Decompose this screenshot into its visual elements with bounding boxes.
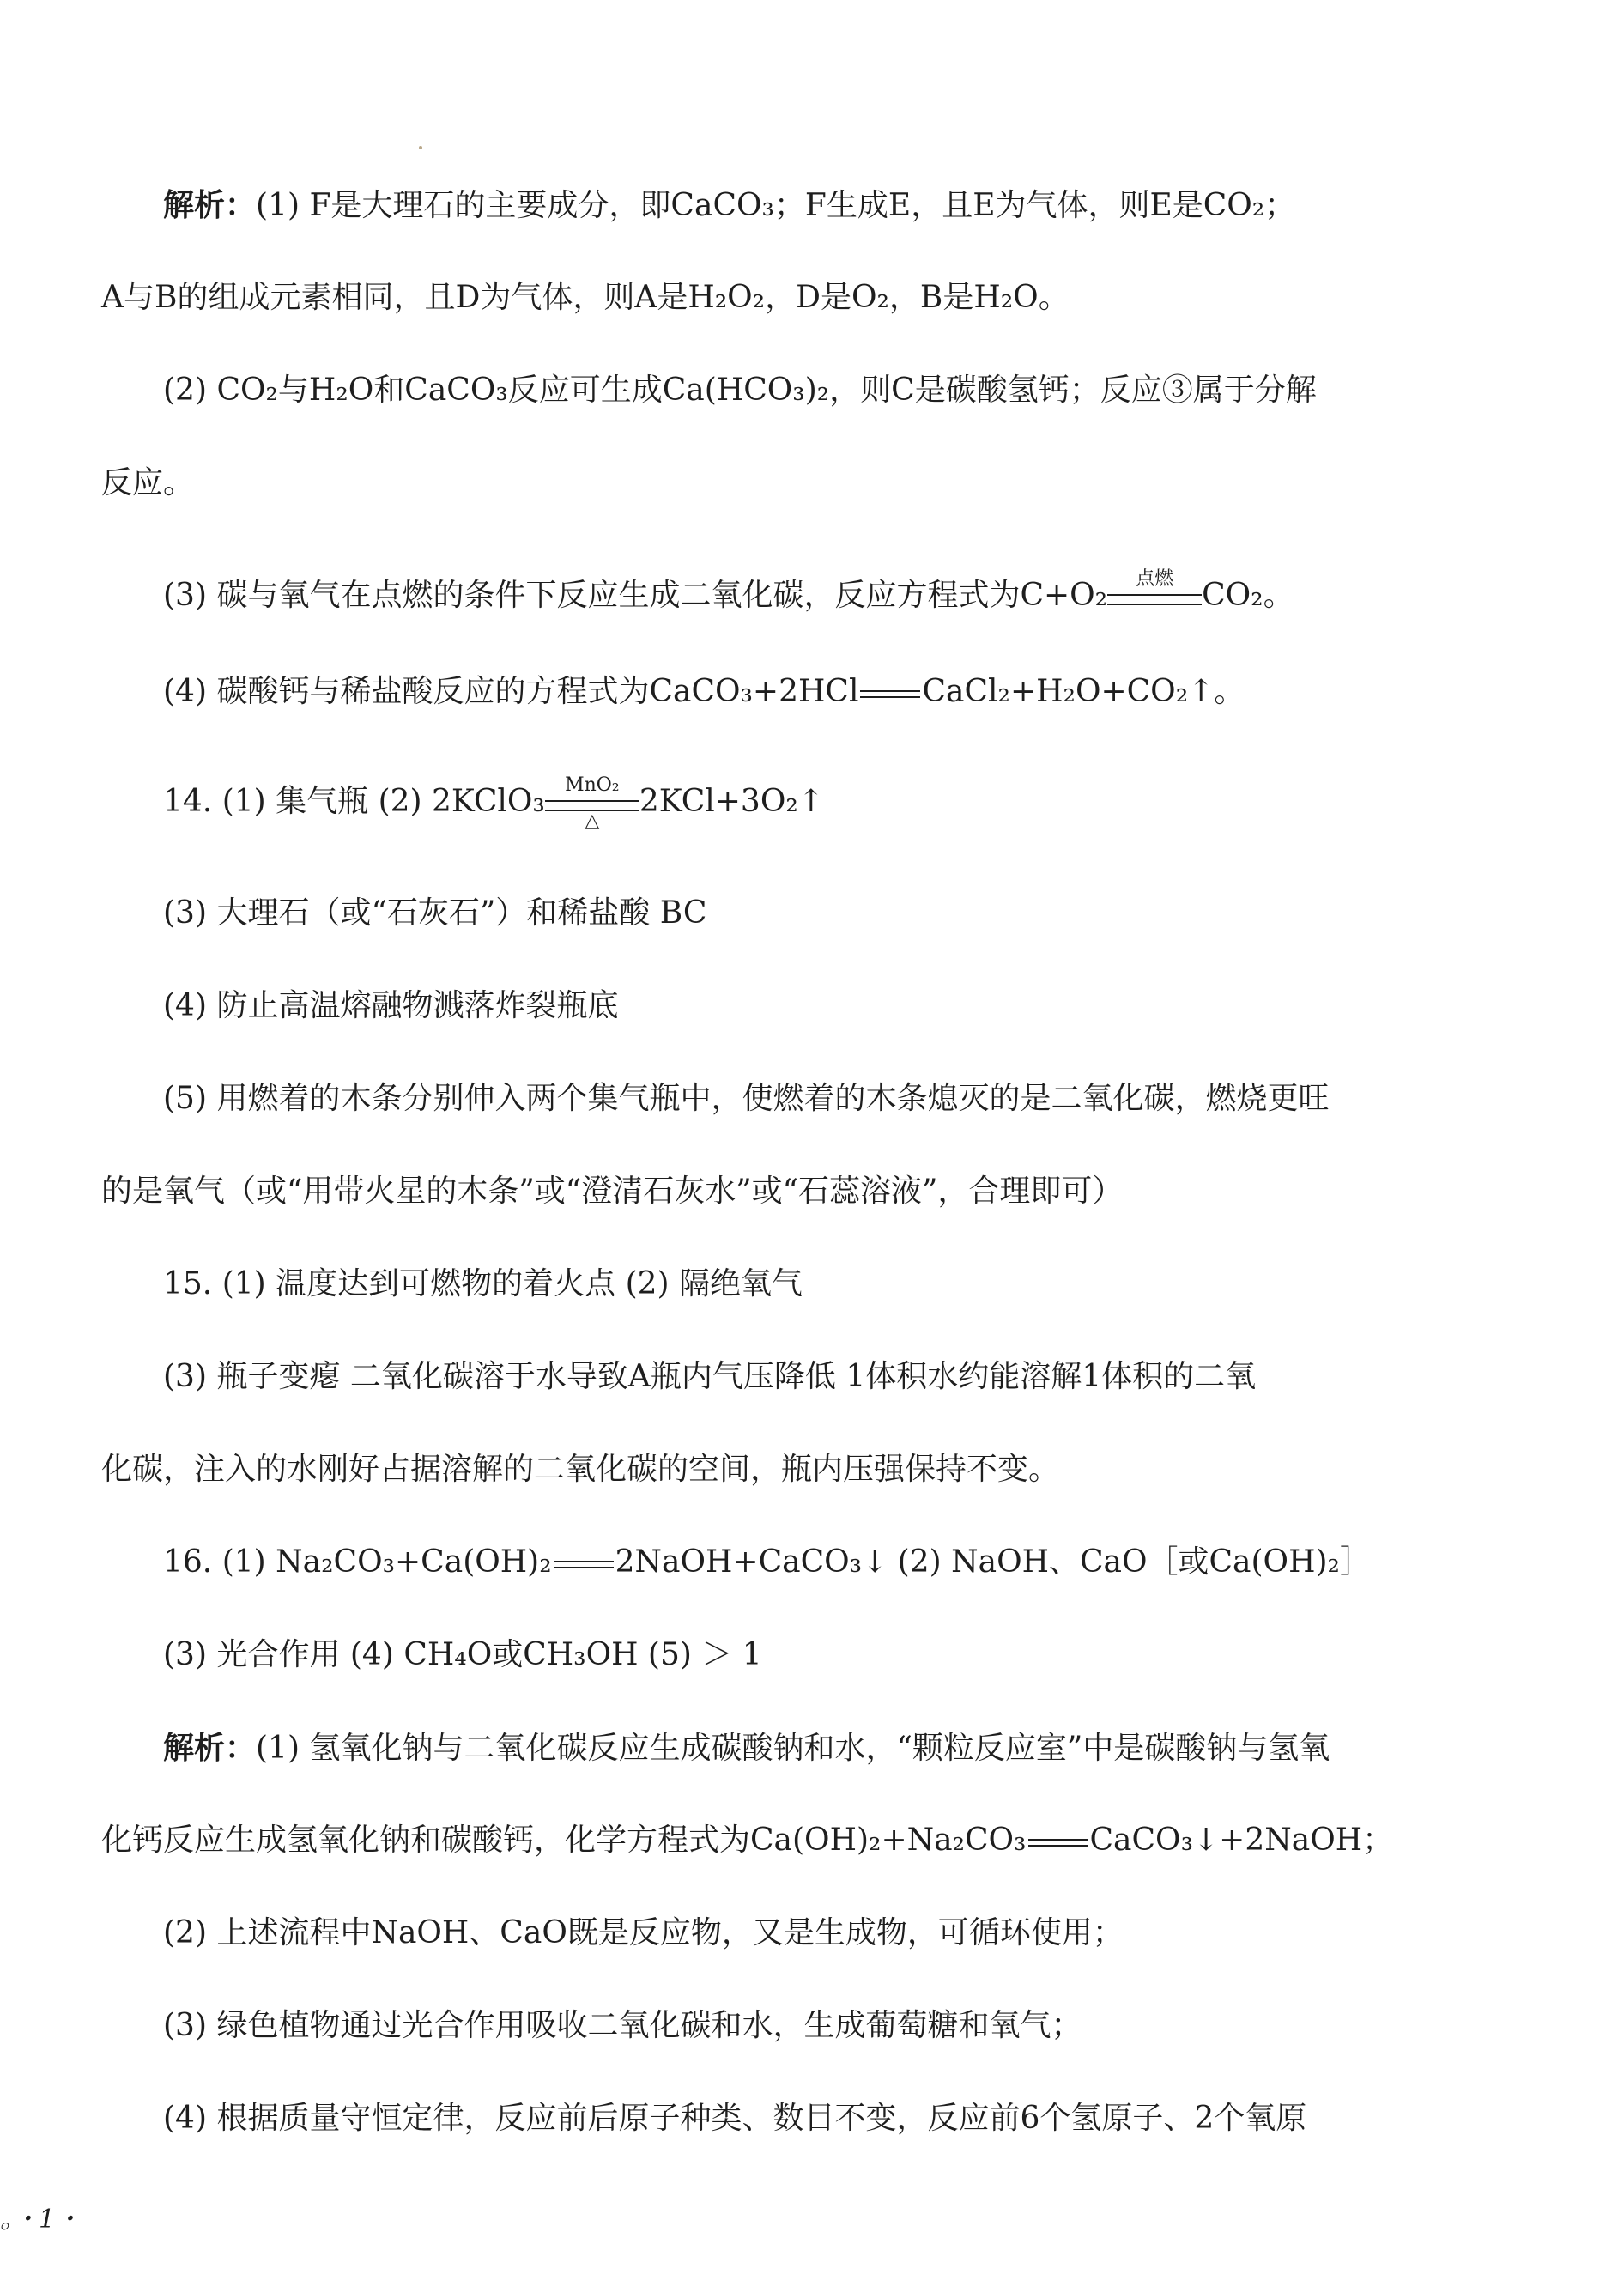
double-bar — [1107, 594, 1202, 605]
q15-line-2: (3) 瓶子变瘪 二氧化碳溶于水导致A瓶内气压降低 1体积水约能溶解1体积的二氧 — [163, 1359, 1257, 1394]
text-run: CaCl₂+H₂O+CO₂↑。 — [922, 674, 1245, 709]
analysis-label: 解析： — [163, 187, 257, 223]
q15-line-1: 15. (1) 温度达到可燃物的着火点 (2) 隔绝氧气 — [163, 1266, 803, 1301]
reaction-condition-arrow — [1107, 568, 1202, 618]
q16-line-1 — [163, 1542, 1371, 1583]
equals-sign — [860, 685, 920, 702]
equals-sign — [554, 1556, 614, 1573]
equation-line-3 — [163, 568, 1294, 618]
text-run: CaCO₃↓+2NaOH； — [1089, 1823, 1394, 1858]
analysis-16-line-4: (3) 绿色植物通过光合作用吸收二氧化碳和水，生成葡萄糖和氧气； — [163, 2008, 1082, 2043]
text-run: (4) 碳酸钙与稀盐酸反应的方程式为CaCO₃+2HCl — [163, 674, 859, 709]
analysis-label: 解析： — [163, 1730, 257, 1766]
page-number: 。・1・ — [0, 2205, 82, 2235]
analysis-line-2: A与B的组成元素相同，且D为气体，则A是H₂O₂，D是O₂，B是H₂O。 — [101, 280, 1070, 315]
q14-line-3: (4) 防止高温熔融物溅落炸裂瓶底 — [163, 988, 619, 1023]
analysis-16-line-5: (4) 根据质量守恒定律，反应前后原子种类、数目不变，反应前6个氢原子、2个氧原 — [163, 2101, 1307, 2136]
text-run: 16. (1) Na₂CO₃+Ca(OH)₂ — [163, 1544, 552, 1580]
text-run: 2KCl+3O₂↑ — [639, 784, 824, 819]
text-run: 2NaOH+CaCO₃↓ (2) NaOH、CaO［或Ca(OH)₂］ — [615, 1544, 1371, 1580]
catalyst-label: MnO₂ — [565, 774, 620, 796]
q14-line-4: (5) 用燃着的木条分别伸入两个集气瓶中，使燃着的木条熄灭的是二氧化碳，燃烧更旺 — [163, 1081, 1330, 1116]
analysis-line-4: 反应。 — [101, 465, 195, 500]
reaction-condition-arrow — [545, 774, 639, 832]
q14-line-5: 的是氧气（或“用带火星的木条”或“澄清石灰水”或“石蕊溶液”，合理即可） — [101, 1174, 1124, 1209]
q16-line-2: (3) 光合作用 (4) CH₄O或CH₃OH (5) ＞ 1 — [163, 1637, 762, 1672]
equation-line-4 — [163, 671, 1245, 713]
q15-line-3: 化碳，注入的水刚好占据溶解的二氧化碳的空间，瓶内压强保持不变。 — [101, 1452, 1060, 1487]
scan-speck — [419, 146, 422, 149]
text-run: (3) 碳与氧气在点燃的条件下反应生成二氧化碳，反应方程式为C+O₂ — [163, 578, 1108, 613]
text-run: CO₂。 — [1202, 578, 1294, 613]
text-run: (1) F是大理石的主要成分，即CaCO₃；F生成E，且E为气体，则E是CO₂； — [256, 188, 1296, 223]
equals-sign — [1028, 1834, 1088, 1851]
text-run: 14. (1) 集气瓶 (2) 2KClO₃ — [163, 784, 545, 819]
heat-symbol: △ — [585, 810, 600, 832]
analysis-16-line-1 — [163, 1727, 1330, 1769]
analysis-16-line-2 — [101, 1820, 1393, 1861]
q14-line-2: (3) 大理石（或“石灰石”）和稀盐酸 BC — [163, 895, 707, 931]
text-run: (1) 氢氧化钠与二氧化碳反应生成碳酸钠和水，“颗粒反应室”中是碳酸钠与氢氧 — [256, 1731, 1330, 1766]
analysis-line-1 — [163, 185, 1295, 227]
condition-label: 点燃 — [1136, 568, 1174, 590]
text-run: 化钙反应生成氢氧化钠和碳酸钙，化学方程式为Ca(OH)₂+Na₂CO₃ — [101, 1823, 1027, 1858]
q14-line-1 — [163, 774, 824, 832]
analysis-16-line-3: (2) 上述流程中NaOH、CaO既是反应物，又是生成物，可循环使用； — [163, 1915, 1124, 1950]
analysis-line-3: (2) CO₂与H₂O和CaCO₃反应可生成Ca(HCO₃)₂，则C是碳酸氢钙；反应③属于分解 — [163, 373, 1317, 408]
